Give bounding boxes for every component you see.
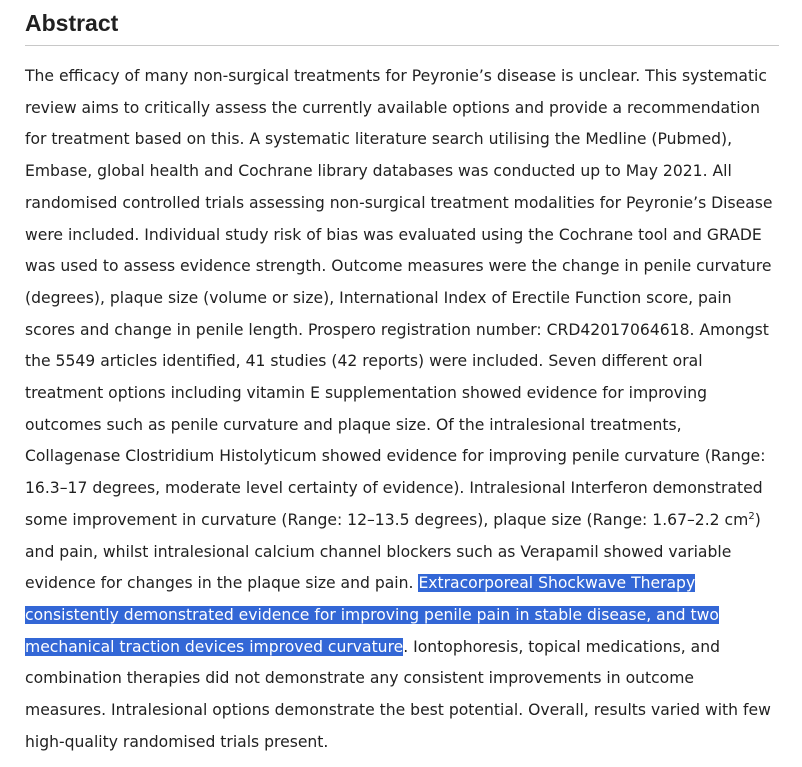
- abstract-text[interactable]: [25, 61, 778, 758]
- abstract-text-part1: The efficacy of many non-surgical treatments for Peyronie’s disease is unclear. This systematic review aims to critically assess the currently available options and provide a recommendation for treatment based on this. A systematic literature search utilising the Medline (Pubmed), Embase, global health and Cochrane library databases was conducted up to May 2021. All randomised controlled trials assessing non-surgical treatment modalities for Peyronie’s Disease were included. Individual study risk of bias was evaluated using the Cochrane tool and GRADE was used to assess evidence strength. Outcome measures were the change in penile curvature (degrees), plaque size (volume or size), International Index of Erectile Function score, pain scores and change in penile length. Prospero registration number: CRD42017064618. Amongst the 5549 articles identified, 41 studies (42 reports) were included. Seven different oral treatment options including vitamin E supplementation showed evidence for improving outcomes such as penile curvature and plaque size. Of the intralesional treatments, Collagenase Clostridium Histolyticum showed evidence for improving penile curvature (Range: 16.3–17 degrees, moderate level certainty of evidence). Intralesional Interferon demonstrated some improvement in curvature (Range: 12–13.5 degrees), plaque size (Range: 1.67–2.2 cm: [25, 67, 773, 529]
- abstract-text-part3: . Iontophoresis, topical medications, and combination therapies did not demonstrate any consistent improvements in outcome measures. Intralesional options demonstrate the best potential. Overall, results varied with few high-quality randomised trials present.: [25, 637, 771, 751]
- abstract-heading: Abstract: [25, 0, 779, 46]
- abstract-text-part2: ) and pain, whilst intralesional calcium channel blockers such as Verapamil showed variable evidence for changes in the plaque size and pain.: [25, 510, 761, 593]
- selected-text-highlight[interactable]: Extracorporeal Shockwave Therapy consistently demonstrated evidence for improving penile pain in stable disease, and two mechanical traction devices improved curvature: [25, 574, 719, 656]
- superscript-2: 2: [748, 510, 755, 522]
